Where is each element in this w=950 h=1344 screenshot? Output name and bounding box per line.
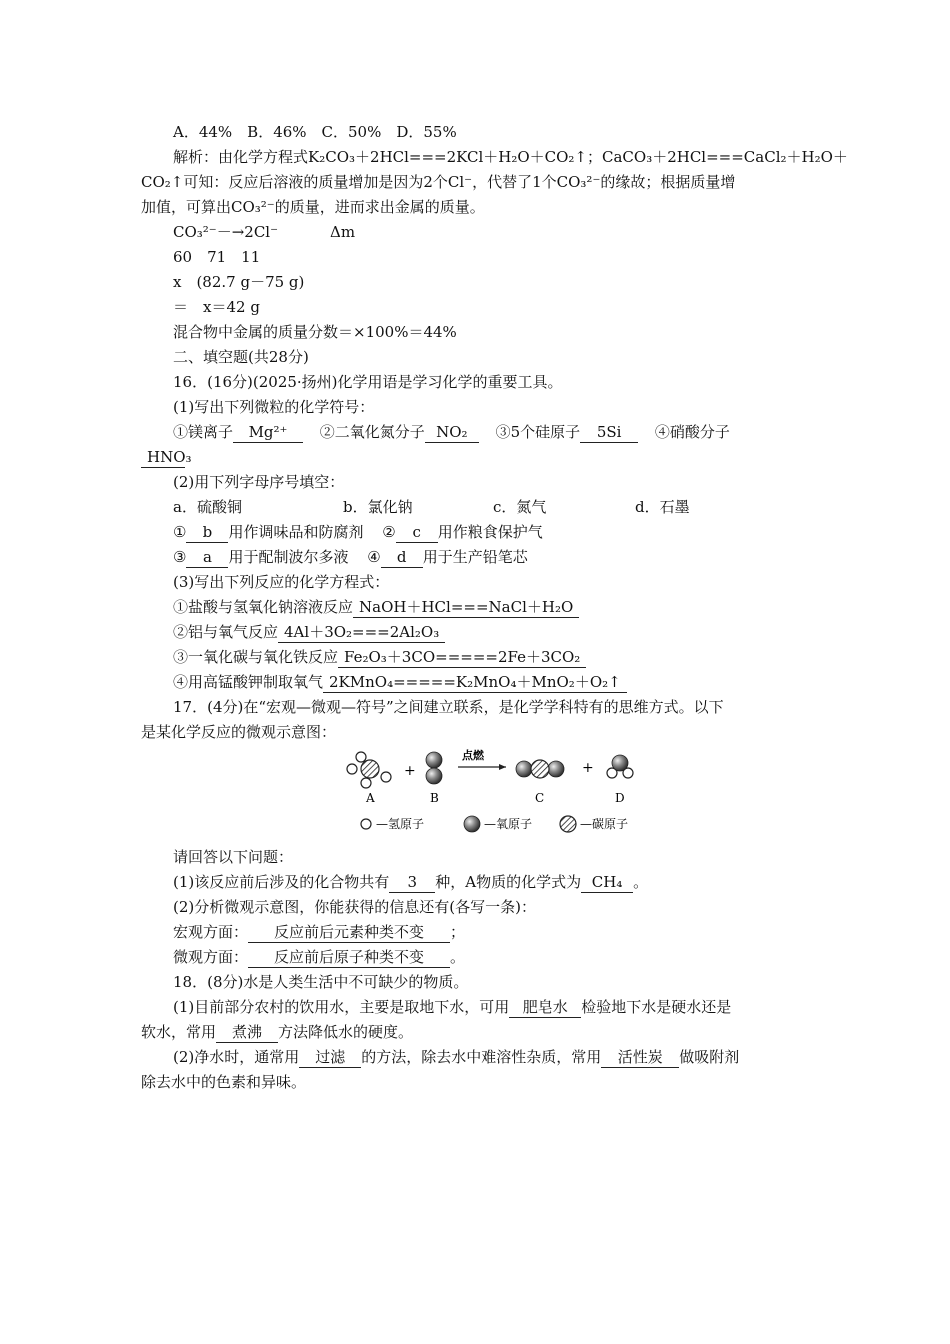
plus-sign: + (404, 763, 416, 779)
q16-reaction: ④用高锰酸钾制取氧气 2KMnO₄=====K₂MnO₄＋MnO₂＋O₂↑ (141, 670, 811, 695)
legend-oxygen: —氧原子 (484, 817, 533, 831)
carbon-atom (531, 760, 549, 778)
answer-blank[interactable]: 活性炭 (601, 1048, 679, 1068)
q17-sub1: (1)该反应前后涉及的化合物共有 3 种，A物质的化学式为 CH₄ 。 (173, 873, 649, 891)
carbon-atom (361, 760, 379, 778)
answer-blank[interactable]: b (186, 523, 228, 543)
q17-stem-cont: 是某化学反应的微观示意图： (141, 723, 337, 741)
answer-blank[interactable]: 5Si (580, 423, 638, 443)
legend-oxygen-icon (464, 816, 480, 832)
molecule-b (426, 752, 442, 784)
q16-part1-blanks: ①镁离子 Mg²⁺ ②二氧化氮分子 NO₂ ③5个硅原子 5Si ④硝酸分子 (173, 423, 730, 441)
q17-sub2: (2)分析微观示意图，你能获得的信息还有(各写一条)： (173, 898, 536, 916)
answer-blank[interactable]: Mg²⁺ (233, 423, 303, 443)
q17-ask: 请回答以下问题： (173, 848, 294, 866)
answer-blank[interactable]: 反应前后原子种类不变 (248, 948, 450, 968)
molecule-c (516, 760, 564, 778)
legend-carbon-icon (560, 816, 576, 832)
q16-part1-blanks-cont (141, 445, 811, 470)
answer-blank[interactable]: 反应前后元素种类不变 (248, 923, 450, 943)
label-a: A (366, 791, 375, 805)
answer-blank[interactable]: Fe₂O₃＋3CO=====2Fe＋3CO₂ (338, 648, 586, 668)
arrow-head (499, 764, 506, 770)
answer-blank[interactable]: c (396, 523, 438, 543)
calc-row: x (82.7 g－75 g) (173, 273, 305, 291)
hydrogen-atom (356, 752, 366, 762)
legend-hydrogen: —氢原子 (376, 817, 425, 831)
q16-fill-row: ① b 用作调味品和防腐剂 ② c 用作粮食保护气 (173, 523, 543, 541)
answer-blank[interactable]: 2KMnO₄=====K₂MnO₄＋MnO₂＋O₂↑ (323, 673, 627, 693)
answer-blank[interactable]: CH₄ (581, 873, 633, 893)
answer-blank[interactable]: 3 (389, 873, 435, 893)
plus-sign: + (582, 760, 594, 776)
q16-part1: (1)写出下列微粒的化学符号： (173, 398, 375, 416)
q15-analysis-line3: 加值，可算出CO₃²⁻的质量，进而求出金属的质量。 (141, 198, 485, 216)
q15-result: 混合物中金属的质量分数＝×100%＝44% (173, 323, 457, 341)
q16-part2: (2)用下列字母序号填空： (173, 473, 345, 491)
oxygen-atom (516, 761, 532, 777)
hydrogen-atom (347, 764, 357, 774)
q18-part2: (2)净水时，通常用 过滤 的方法，除去水中难溶性杂质，常用 活性炭 做吸附剂 (173, 1048, 740, 1066)
q16-stem: 16．(16分)(2025·扬州)化学用语是学习化学的重要工具。 (173, 373, 563, 391)
calc-row: 60 71 11 (173, 248, 261, 266)
document-page (141, 120, 848, 1095)
label-c: C (535, 791, 545, 805)
micro-reaction-diagram (346, 747, 646, 837)
oxygen-atom (612, 755, 628, 771)
q18-part2-cont: 除去水中的色素和异味。 (141, 1073, 307, 1091)
q16-choices: a．硫酸铜 b．氯化钠 c．氮气 d．石墨 (173, 498, 690, 516)
calc-row: CO₃²⁻－→2Cl⁻ Δm (173, 223, 356, 241)
q17-micro: 微观方面： 反应前后原子种类不变 。 (173, 948, 466, 966)
label-d: D (615, 791, 625, 805)
q16-reaction: ②铝与氧气反应 4Al＋3O₂===2Al₂O₃ (141, 620, 811, 645)
q16-reaction: ③一氧化碳与氧化铁反应 Fe₂O₃＋3CO=====2Fe＋3CO₂ (141, 645, 811, 670)
answer-blank[interactable]: NaOH＋HCl===NaCl＋H₂O (353, 598, 579, 618)
legend-carbon: —碳原子 (580, 817, 629, 831)
equation: K₂CO₃＋2HCl===2KCl＋H₂O＋CO₂↑；CaCO₃＋2HCl===CaCl₂＋H₂O＋ (308, 148, 848, 166)
q17-macro: 宏观方面： 反应前后元素种类不变 ； (173, 923, 466, 941)
hydrogen-atom (381, 772, 391, 782)
q15-analysis-line1: 解析：由化学方程式K₂CO₃＋2HCl===2KCl＋H₂O＋CO₂↑；CaCO₃＋2HCl===CaCl₂＋H₂O＋ (173, 148, 848, 166)
molecule-a (347, 752, 391, 788)
label-b: B (430, 791, 439, 805)
q18-part1-cont: 软水，常用 煮沸 方法降低水的硬度。 (141, 1023, 414, 1041)
q18-stem: 18．(8分)水是人类生活中不可缺少的物质。 (173, 973, 469, 991)
answer-blank[interactable]: 煮沸 (216, 1023, 278, 1043)
reaction-condition: 点燃 (462, 749, 484, 762)
oxygen-atom (426, 752, 442, 768)
molecule-d (607, 755, 633, 778)
answer-blank[interactable]: 过滤 (299, 1048, 361, 1068)
answer-blank[interactable]: d (381, 548, 423, 568)
q16-reaction: ①盐酸与氢氧化钠溶液反应 NaOH＋HCl===NaCl＋H₂O (141, 595, 811, 620)
q16-fill-row: ③ a 用于配制波尔多液 ④ d 用于生产铅笔芯 (173, 548, 528, 566)
answer-blank[interactable]: HNO₃ (141, 448, 185, 468)
q15-analysis-line2: CO₂↑可知：反应后溶液的质量增加是因为2个Cl⁻，代替了1个CO₃²⁻的缘故；根据质量增 (141, 173, 736, 191)
calc-row: ＝ x＝42 g (173, 298, 260, 316)
hydrogen-atom (361, 778, 371, 788)
q18-part1: (1)目前部分农村的饮用水，主要是取地下水，可用 肥皂水 检验地下水是硬水还是 (173, 998, 732, 1016)
legend-hydrogen-icon (361, 819, 371, 829)
section-heading: 二、填空题(共28分) (173, 348, 309, 366)
answer-blank[interactable]: 肥皂水 (509, 998, 581, 1018)
answer-blank[interactable]: a (186, 548, 228, 568)
q17-stem: 17．(4分)在“宏观—微观—符号”之间建立联系，是化学学科特有的思维方式。以下 (173, 698, 724, 716)
q16-part3: (3)写出下列反应的化学方程式： (173, 573, 390, 591)
oxygen-atom (426, 768, 442, 784)
oxygen-atom (548, 761, 564, 777)
answer-blank[interactable]: NO₂ (425, 423, 479, 443)
answer-blank[interactable]: 4Al＋3O₂===2Al₂O₃ (278, 623, 445, 643)
q15-options: A．44% B．46% C．50% D．55% (173, 123, 457, 141)
